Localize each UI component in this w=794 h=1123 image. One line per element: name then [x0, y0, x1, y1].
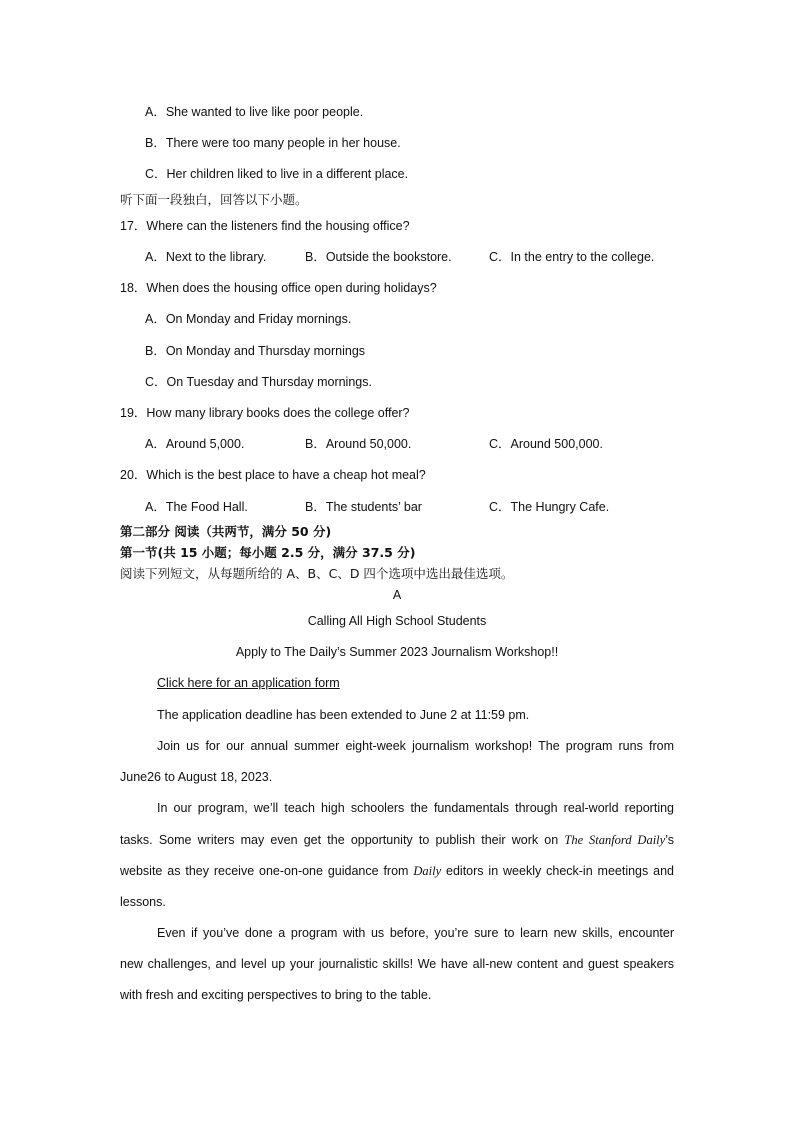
q20-option-b: B．The students’ bar: [305, 500, 422, 514]
q17-option-a: A．Next to the library.: [145, 250, 267, 264]
q19-option-c: C．Around 500,000.: [489, 437, 603, 451]
q20-stem: 20．Which is the best place to have a cheap hot meal?: [120, 468, 426, 482]
paragraph-3-line-2-text: tasks. Some writers may even get the opportunity to publish their work on: [120, 833, 559, 847]
reading-instruction: 阅读下列短文，从每题所给的 A、B、C、D 四个选项中选出最佳选项。: [120, 566, 514, 581]
paragraph-4-line-3: with fresh and exciting perspectives to bring to the table.: [120, 988, 432, 1002]
paragraph-3-line-4: lessons.: [120, 895, 166, 909]
passage-subtitle: Apply to The Daily’s Summer 2023 Journalism Workshop!!: [235, 645, 559, 659]
paragraph-3-line-3-suffix: editors in weekly check-in meetings and: [446, 864, 674, 878]
q19-option-a: A．Around 5,000.: [145, 437, 245, 451]
paragraph-3-line-3: [120, 863, 674, 879]
passage-title: Calling All High School Students: [307, 614, 487, 628]
monologue-instruction: 听下面一段独白，回答以下小题。: [120, 192, 308, 207]
q20-option-a: A．The Food Hall.: [145, 500, 248, 514]
q19-stem: 19．How many library books does the college offer?: [120, 406, 410, 420]
q18-option-c: C．On Tuesday and Thursday mornings.: [145, 375, 372, 389]
q16-option-b: B．There were too many people in her house.: [145, 136, 401, 150]
q17-option-c: C．In the entry to the college.: [489, 250, 655, 264]
passage-letter: A: [392, 588, 402, 602]
paragraph-4-line-2: new challenges, and level up your journalistic skills! We have all-new content and guest speakers: [120, 957, 674, 971]
q16-option-a: A．She wanted to live like poor people.: [145, 105, 364, 119]
q20-option-c: C．The Hungry Cafe.: [489, 500, 610, 514]
paragraph-4-line-1: Even if you’ve done a program with us before, you’re sure to learn new skills, encounter: [157, 926, 674, 940]
part2-title: 第二部分 阅读（共两节，满分 50 分): [120, 524, 332, 539]
paragraph-2-line-2: June26 to August 18, 2023.: [120, 770, 273, 784]
q18-option-b: B．On Monday and Thursday mornings: [145, 344, 366, 358]
q18-stem: 18．When does the housing office open during holidays?: [120, 281, 437, 295]
q16-option-c: C．Her children liked to live in a different place.: [145, 167, 409, 181]
daily-name: Daily: [413, 864, 442, 878]
paragraph-3-line-1: In our program, we’ll teach high schoolers the fundamentals through real-world reporting: [157, 801, 674, 815]
paragraph-1: The application deadline has been extended to June 2 at 11:59 pm.: [157, 708, 530, 722]
q17-stem: 17．Where can the listeners find the housing office?: [120, 219, 410, 233]
section1-title: 第一节(共 15 小题；每小题 2.5 分，满分 37.5 分): [120, 545, 416, 560]
application-form-link[interactable]: Click here for an application form: [157, 676, 340, 690]
paragraph-2-line-1: Join us for our annual summer eight-week journalism workshop! The program runs from: [157, 739, 674, 753]
q17-option-b: B．Outside the bookstore.: [305, 250, 452, 264]
q18-option-a: A．On Monday and Friday mornings.: [145, 312, 352, 326]
paragraph-3-line-2: [120, 832, 674, 848]
stanford-daily-name: The Stanford Daily: [564, 833, 666, 847]
paragraph-3-line-3-text: website as they receive one-on-one guidance from: [120, 864, 409, 878]
q19-option-b: B．Around 50,000.: [305, 437, 412, 451]
paragraph-3-line-2-suffix: ’s: [665, 833, 674, 847]
